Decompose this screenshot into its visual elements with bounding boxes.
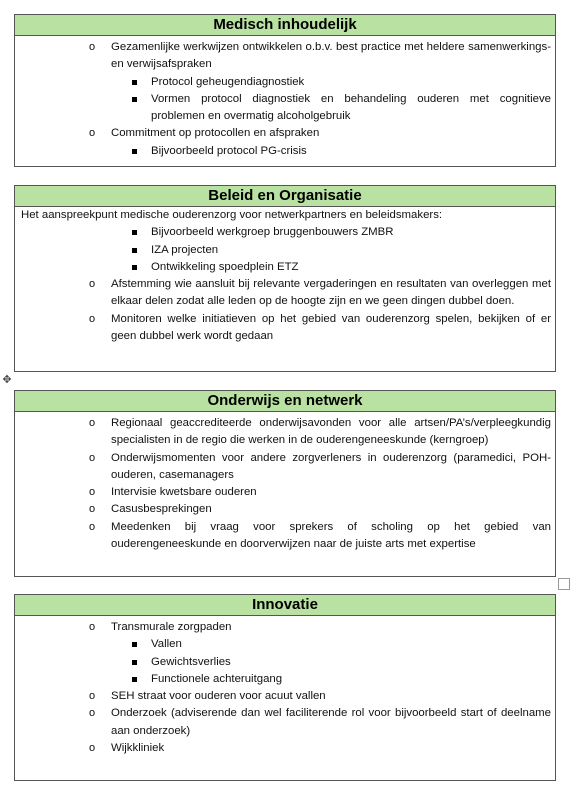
circle-bullet-icon: o [89, 417, 96, 429]
square-bullet-icon [132, 265, 137, 270]
section-body [15, 412, 555, 553]
circle-bullet-icon: o [89, 621, 96, 633]
list-item: o Casusbesprekingen [15, 501, 555, 518]
list-item: o Meedenken bij vraag voor sprekers of scholing op het gebied van ouderengeneeskunde en doorverwijzen naar de juiste arts met expertise [89, 520, 551, 551]
square-bullet-icon [132, 677, 137, 682]
list-item: o Afstemming wie aansluit bij relevante vergaderingen en resultaten van overleggen met elkaar delen zodat alle leden op de hoogte zijn en we geen dingen dubbel doen. [89, 278, 551, 308]
list-item: o Gezamenlijke werkwijzen ontwikkelen o.b.v. best practice met heldere samenwerkings- en verwijsafspraken [89, 41, 551, 71]
list-item: IZA projecten [15, 242, 555, 259]
circle-bullet-icon: o [89, 486, 96, 499]
list-intro-text: Het aanspreekpunt medische ouderenzorg voor netwerkpartners en beleidsmakers: [21, 209, 443, 221]
circle-bullet-icon: o [89, 707, 96, 720]
list-item: o Monitoren welke initiatieven op het gebied van ouderenzorg spelen, bekijken of er geen dubbel werk wordt gedaan [89, 312, 551, 343]
section-onderwijs-en-netwerk [14, 390, 556, 577]
list-item: Vallen [15, 636, 555, 653]
section-title: Beleid en Organisatie [15, 186, 555, 207]
list-item: o Wijkkliniek [15, 740, 555, 757]
table-move-handle-icon[interactable]: ✥ [2, 374, 12, 386]
section-title: Onderwijs en netwerk [15, 391, 555, 412]
square-bullet-icon [132, 660, 137, 665]
square-bullet-icon [132, 248, 137, 253]
circle-bullet-icon: o [89, 690, 96, 703]
section-innovatie [14, 594, 556, 781]
list-item: o Onderzoek (adviserende dan wel faciliterende rol voor bijvoorbeeld start of deelname aan onderzoek) [89, 707, 551, 737]
circle-bullet-icon: o [89, 451, 96, 464]
circle-bullet-icon: o [89, 312, 96, 325]
list-item: Vormen protocol diagnostiek en behandeling ouderen met cognitieve problemen en overmatig alcoholgebruik [15, 91, 555, 126]
square-bullet-icon [132, 642, 137, 647]
circle-bullet-icon: o [89, 520, 96, 533]
section-body [15, 207, 555, 345]
section-body [15, 36, 555, 160]
section-body [15, 616, 555, 757]
list-item: o Commitment op protocollen en afspraken [15, 125, 555, 142]
circle-bullet-icon: o [89, 503, 96, 516]
square-bullet-icon [132, 230, 137, 235]
section-title: Medisch inhoudelijk [15, 15, 555, 36]
list-item: o SEH straat voor ouderen voor acuut vallen [15, 688, 555, 705]
list-item: o Transmurale zorgpaden [15, 619, 555, 636]
square-bullet-icon [132, 149, 137, 154]
section-beleid-en-organisatie [14, 185, 556, 372]
list-item: Functionele achteruitgang [15, 671, 555, 688]
section-title: Innovatie [15, 595, 555, 616]
list-item: o Regionaal geaccrediteerde onderwijsavonden voor alle artsen/PA’s/verpleegkundig specialisten in de regio die werken in de ouderengeneeskunde (kerngroep) [89, 417, 551, 447]
list-item: Gewichtsverlies [15, 654, 555, 671]
list-item: Protocol geheugendiagnostiek [15, 74, 555, 91]
list-item: Bijvoorbeeld protocol PG-crisis [15, 143, 555, 160]
square-bullet-icon [132, 97, 137, 102]
section-medisch-inhoudelijk [14, 14, 556, 167]
table-resize-handle-icon[interactable] [558, 578, 570, 590]
list-item: Bijvoorbeeld werkgroep bruggenbouwers ZMBR [15, 224, 555, 241]
circle-bullet-icon: o [89, 278, 96, 291]
circle-bullet-icon: o [89, 41, 96, 53]
list-item: o Onderwijsmomenten voor andere zorgverleners in ouderenzorg (paramedici, POH-ouderen, casemanagers [89, 451, 551, 481]
circle-bullet-icon: o [89, 127, 96, 140]
list-item: o Intervisie kwetsbare ouderen [15, 484, 555, 501]
square-bullet-icon [132, 80, 137, 85]
circle-bullet-icon: o [89, 742, 96, 755]
list-item: Ontwikkeling spoedplein ETZ [15, 259, 555, 276]
